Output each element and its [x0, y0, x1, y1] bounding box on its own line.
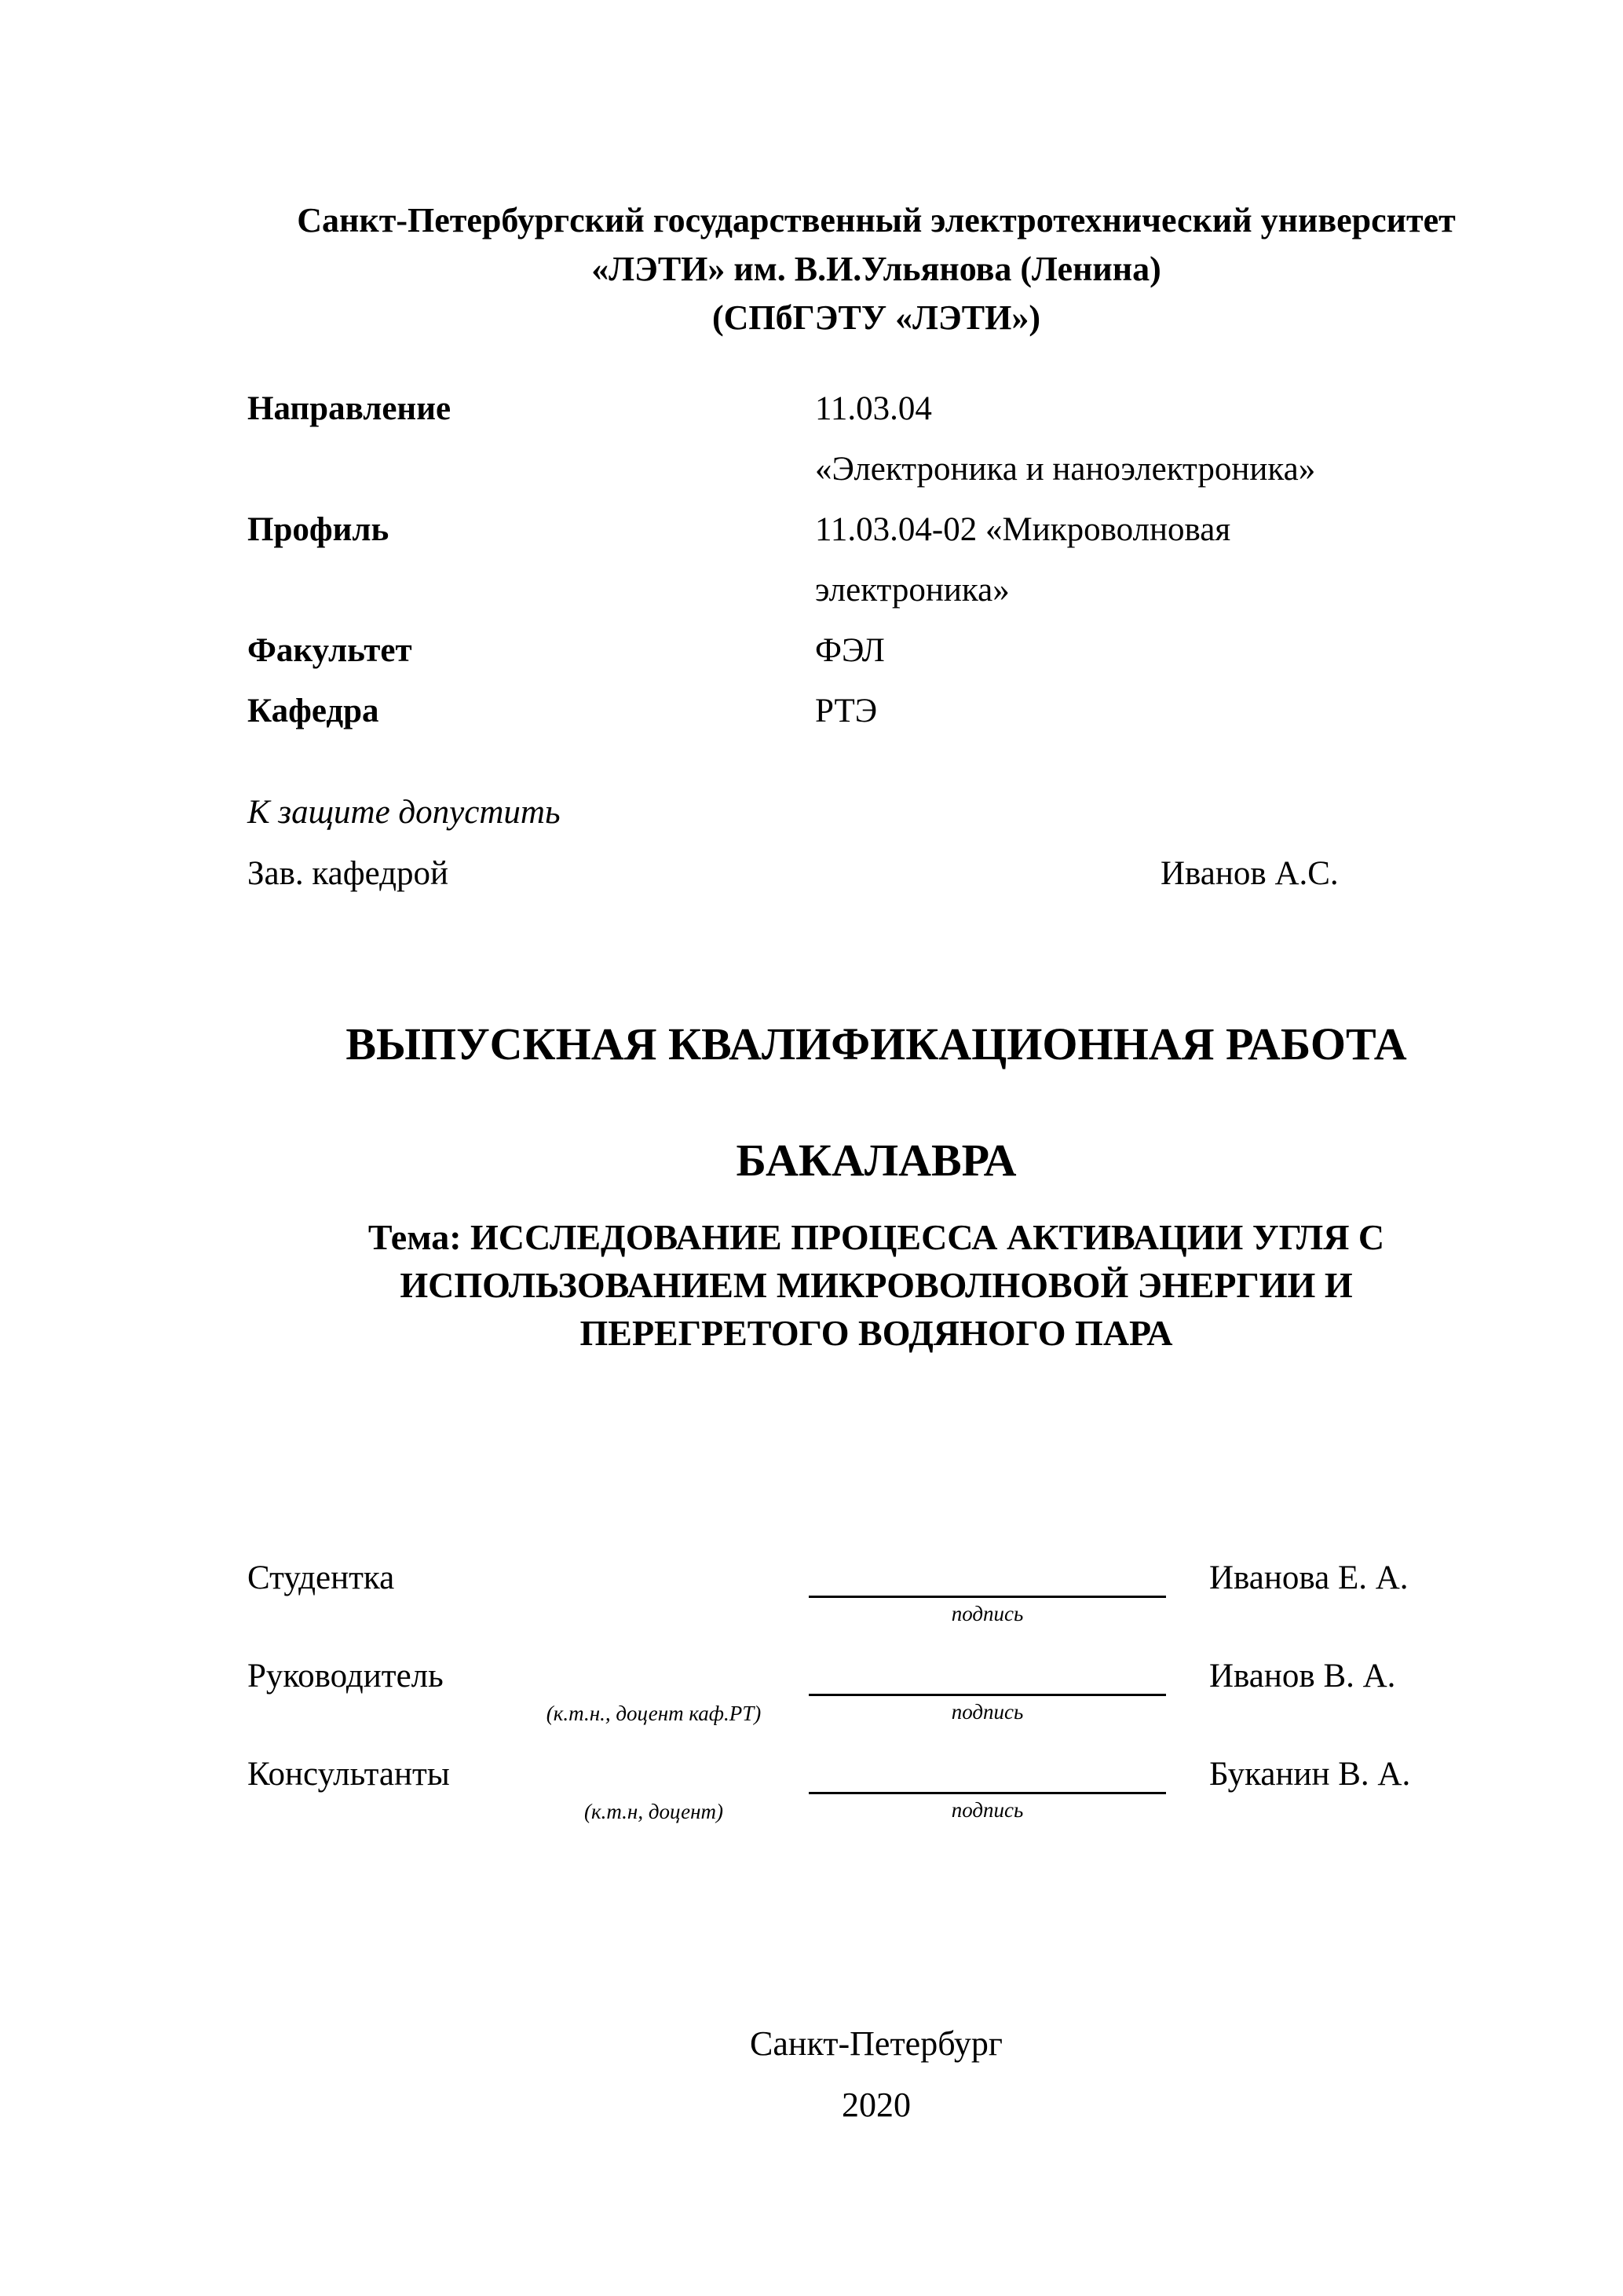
field-row	[247, 631, 1505, 691]
field-value: электроника»	[815, 572, 1010, 609]
field-row	[247, 449, 1505, 510]
department-head-row	[247, 854, 1505, 901]
field-row	[247, 691, 1505, 751]
field-label: Профиль	[247, 511, 389, 548]
field-value: «Электроника и наноэлектроника»	[815, 451, 1316, 488]
field-value: 11.03.04-02 «Микроволновая	[815, 511, 1231, 548]
signature-row-student	[247, 1559, 1505, 1657]
field-value: ФЭЛ	[815, 632, 885, 669]
field-label: Факультет	[247, 632, 412, 669]
signatory-name: Иванов В. А.	[1209, 1658, 1396, 1695]
department-head-label: Зав. кафедрой	[247, 855, 449, 892]
footer-year: 2020	[842, 2086, 911, 2124]
department-head-name: Иванов А.С.	[1161, 855, 1339, 892]
field-label: Направление	[247, 390, 451, 427]
field-value: 11.03.04	[815, 390, 932, 427]
field-label: Кафедра	[247, 693, 379, 729]
university-name-line: Санкт-Петербургский государственный электротехнический университет	[297, 201, 1456, 239]
field-row	[247, 389, 1505, 449]
field-value: РТЭ	[815, 693, 878, 729]
thesis-theme	[247, 1213, 1505, 1357]
signature-row-consultants	[247, 1755, 1505, 1853]
signatory-qualification: (к.т.н., доцент каф.РТ)	[546, 1702, 762, 1725]
signature-line	[809, 1657, 1166, 1696]
signatory-role: Руководитель	[247, 1658, 444, 1695]
signature-caption: подпись	[951, 1798, 1024, 1822]
theme-line: Тема: ИССЛЕДОВАНИЕ ПРОЦЕССА АКТИВАЦИИ УГЛЯ С	[367, 1217, 1385, 1257]
signature-caption: подпись	[951, 1700, 1024, 1724]
degree-title: БАКАЛАВРА	[736, 1135, 1017, 1186]
signatory-role: Студентка	[247, 1559, 395, 1596]
signatory-name: Иванова Е. А.	[1209, 1559, 1409, 1596]
field-row	[247, 510, 1505, 570]
theme-line: ПЕРЕГРЕТОГО ВОДЯНОГО ПАРА	[579, 1313, 1173, 1353]
signature-caption: подпись	[951, 1602, 1024, 1625]
program-fields	[247, 389, 1505, 751]
signature-row-supervisor	[247, 1657, 1505, 1755]
university-abbreviation-line: (СПбГЭТУ «ЛЭТИ»)	[712, 298, 1040, 337]
university-header	[247, 196, 1505, 342]
signatory-qualification: (к.т.н, доцент)	[583, 1800, 724, 1823]
theme-line: ИСПОЛЬЗОВАНИЕМ МИКРОВОЛНОВОЙ ЭНЕРГИИ И	[400, 1265, 1353, 1305]
signature-line	[809, 1559, 1166, 1598]
university-name-line: «ЛЭТИ» им. В.И.Ульянова (Ленина)	[591, 250, 1161, 288]
footer-city: Санкт-Петербург	[750, 2024, 1003, 2063]
field-row	[247, 570, 1505, 631]
signatory-role: Консультанты	[247, 1756, 450, 1793]
thesis-title: ВЫПУСКНАЯ КВАЛИФИКАЦИОННАЯ РАБОТА	[345, 1018, 1407, 1069]
signatory-name: Буканин В. А.	[1209, 1756, 1411, 1793]
admission-note: К защите допустить	[247, 794, 561, 831]
signature-line	[809, 1755, 1166, 1794]
